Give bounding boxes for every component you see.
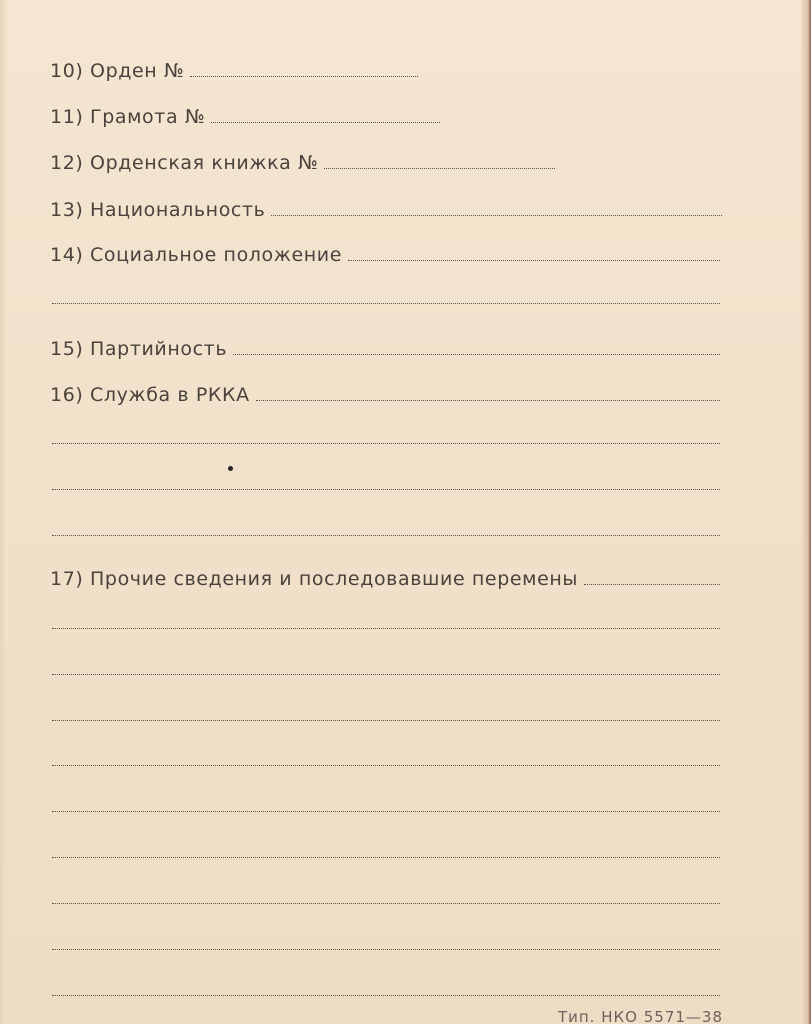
field-order-book-number: [50, 150, 555, 174]
fill-line[interactable]: [271, 215, 722, 216]
fill-line[interactable]: [52, 535, 720, 536]
field-label: 16) Служба в РККА: [50, 384, 250, 406]
fill-line[interactable]: [52, 903, 720, 904]
ink-speck: [228, 466, 233, 471]
field-rkka-service: [50, 382, 720, 406]
field-label: 11) Грамота №: [50, 106, 206, 128]
fill-line[interactable]: [52, 720, 720, 721]
field-label: 13) Национальность: [50, 199, 266, 221]
fill-line[interactable]: [324, 168, 555, 169]
fill-line[interactable]: [211, 122, 440, 123]
fill-line[interactable]: [190, 76, 418, 77]
printer-imprint: Тип. НКО 5571—38: [557, 1008, 723, 1024]
fill-line[interactable]: [52, 443, 720, 444]
fill-line[interactable]: [52, 674, 720, 675]
field-order-number: [50, 58, 418, 82]
fill-line[interactable]: [52, 949, 720, 950]
field-party-membership: [50, 336, 720, 360]
fill-line[interactable]: [52, 303, 720, 304]
fill-line[interactable]: [52, 489, 720, 490]
paper-edge-right: [801, 0, 811, 1024]
field-label: 10) Орден №: [50, 60, 185, 82]
field-social-status: [50, 242, 720, 266]
field-other-info: [50, 566, 720, 590]
field-nationality: [50, 197, 722, 221]
fill-line[interactable]: [52, 995, 720, 996]
fill-line[interactable]: [52, 857, 720, 858]
fill-line[interactable]: [52, 628, 720, 629]
fill-line[interactable]: [584, 584, 720, 585]
fill-line[interactable]: [52, 811, 720, 812]
fill-line[interactable]: [256, 400, 720, 401]
field-label: 12) Орденская книжка №: [50, 152, 319, 174]
paper-edge-left: [0, 0, 7, 1024]
field-label: 15) Партийность: [50, 338, 228, 360]
fill-line[interactable]: [348, 260, 720, 261]
field-certificate-number: [50, 104, 440, 128]
field-label: 14) Социальное положение: [50, 244, 343, 266]
field-label: 17) Прочие сведения и последовавшие перемены: [50, 568, 578, 590]
fill-line[interactable]: [52, 765, 720, 766]
fill-line[interactable]: [233, 354, 720, 355]
